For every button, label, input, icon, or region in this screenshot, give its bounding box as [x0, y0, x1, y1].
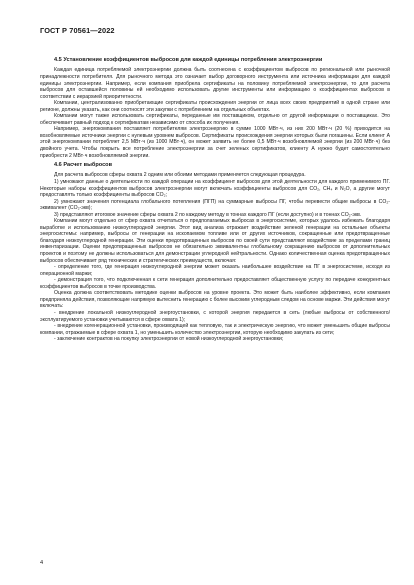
paragraph: Для расчета выбросов сферы охвата 2 одним или обоими методами применяется следующая процедура.: [54, 172, 306, 179]
paragraph: 1) умножают данные о деятельности по каждой операции на коэффициент выбросов для этой деятельности для каждого применимого ПГ. Некоторые наборы коэффициентов выбросов электроэнергии могут включать коэффициенты выбросов для CO₂, CH₄ и N₂O, а другие могут предоставлять только коэффициенты выбросов CO₂;: [40, 179, 390, 199]
list-item: - определение того, где генерация низкоуглеродной энергии может оказать наибольшее воздействие на ПГ в энергосистеме, исходя из операционной маржи;: [40, 264, 390, 277]
paragraph: Компании, централизованно приобретающие сертификаты происхождения энергии от лица всех своих предприятий в одной стране или регионе, должны указать, как они соотносят эти закупки с потреблением на отдельных объектах.: [40, 100, 390, 113]
paragraph: Например, энергокомпания поставляет потребителям электроэнергию в сумме 1000 МВт·ч, из них 200 МВт·ч (20 %) приходится на возобновляемые источники энергии с нулевым уровнем выбросов. Сертификаты происхождения энергии которых были погашены. Если клиент А этой энергокомпании потребляет 2,5 МВт·ч (из 1000 МВт·ч), он может заявить не более 0,5 МВт·ч возобновляемой энергии (из 200 МВт·ч) без двойного учета. Чтобы покрыть все потребление электроэнергии за счет зеленых сертификатов, клиенту А нужно будет самостоятельно приобрести 2 МВт·ч возобновляемой энергии.: [40, 126, 390, 159]
list-item: - внедрение когенерационной установки, производящей как тепловую, так и электрическую энергию, что может уменьшить общие выбросы компании, отражаемые в сфере охвата 1, но уменьшить количество электроэнергии, которую необходимо закупать из сети;: [40, 323, 390, 336]
paragraph: Компании могут также использовать сертификаты, переданные им поставщиком, отдельно от другой информации о поставщиках. Это обеспечивает равный подход к сертификатам независимо от способа их получения.: [40, 113, 390, 126]
paragraph: Каждая единица потребляемой электроэнергии должна быть соотнесена с коэффициентом выбросов по региональной или рыночной принадлежности потребителя. Для рыночного метода это означает выбор договорного инструмента или источника информации для каждой единицы электроэнергии. Например, если компания приобрела сертификаты на половину потребляемой электроэнергии, то для расчета выбросов для оставшейся половины ей необходимо использовать другие инструменты или информацию о коэффициентах выбросов в соответствии с иерархией приоритетности.: [40, 67, 390, 100]
list-item: - заключение контрактов на покупку электроэнергии от новой низкоуглеродной энергоустановки;: [54, 336, 284, 343]
section-heading-4-5: 4.5 Установление коэффициентов выбросов для каждой единицы потребления электроэнергии: [54, 57, 323, 63]
paragraph: 3) представляют итоговое значение сферы охвата 2 по каждому методу в тоннах каждого ПГ (если доступно) и в тоннах CO₂-экв.: [54, 211, 362, 218]
paragraph: Компании могут отдельно от сфер охвата отчитаться о предполагаемых выбросах в энергосистеме, которых удалось избежать благодаря выработке и использованию низкоуглеродной энергии. Этот вид анализа отражает воздействие зеленой генерации на остальные объекты энергосистемы: например, выбросы от генерации на ископаемом топливе или от других источников, сокращенные или предотвращенные благодаря низкоуглеродной генерации. Эти оценки предотвращенных выбросов по своей сути представляют воздействие за пределами границ инвентаризации. Оценки предотвращенных выбросов не обязательно эквивалентны глобальному сокращению выбросов от дополнительных проектов и поэтому не должны использоваться для демонстрации углеродной нейтральности. Однако количественная оценка предотвращенных выбросов обеспечивает ряд технических и стратегических преимуществ, включая:: [40, 218, 390, 264]
list-item: - внедрение локальной низкоуглеродной энергоустановки, с которой энергия передается в сеть (любые выбросы от собственного/эксплуатируемого установки учитываются в сфере охвата 1);: [40, 309, 390, 323]
page-number: 4: [40, 560, 44, 566]
paragraph: Оценка должна соответствовать методике оценки выбросов на уровне проекта. Это может быть наиболее эффективно, если компания предприняла действия, позволяющие напрямую вытеснить генерацию с более высоким углеродным следом на основе маржи. Эти действия могут включать:: [40, 290, 390, 310]
document-code: ГОСТ Р 70561—2022: [40, 26, 115, 35]
paragraph: 2) умножают значения потенциала глобального потепления (ПГП) на суммарные выбросы ПГ, чтобы перевести общие выбросы в CO₂-эквивалент (CO₂-экв);: [40, 198, 390, 212]
section-heading-4-6: 4.6 Расчет выбросов: [54, 162, 113, 169]
list-item: - демонстрация того, что подключенная к сети генерация дополнительно предоставляет общественную услугу по передаче конкурентных коэффициентов выбросов в точке производства.: [40, 277, 390, 290]
